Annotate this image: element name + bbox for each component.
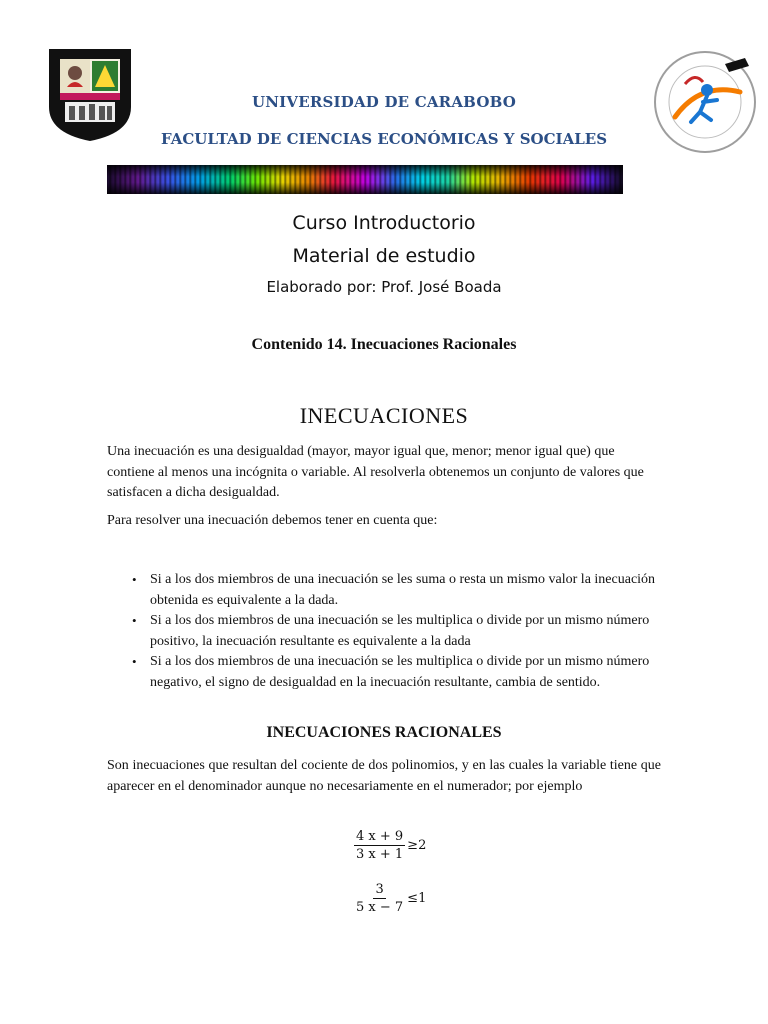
material-title: Material de estudio: [292, 245, 476, 267]
paragraph-intro-rules: Para resolver una inecuación debemos tener en cuenta que:: [107, 513, 438, 528]
fraction-denominator: 5 x − 7: [356, 900, 404, 915]
fraction: [354, 882, 405, 915]
paragraph-rational-definition: Son inecuaciones que resultan del cociente de dos polinomios, y en las cuales la variable tiene que aparecer en el denominador aunque no necesariamente en el numerador; por ejemplo: [107, 758, 661, 794]
author-line: Elaborado por: Prof. José Boada: [266, 278, 502, 296]
list-item: [130, 611, 661, 652]
formula-example-1: [354, 829, 426, 862]
bullet-icon: •: [132, 654, 137, 670]
decorative-banner: [107, 165, 623, 194]
section-title: INECUACIONES: [299, 403, 469, 428]
bullet-icon: •: [132, 572, 137, 587]
inequality-relation: ≥2: [407, 838, 427, 853]
paragraph-definition: Una inecuación es una desigualdad (mayor, mayor igual que, menor; menor igual que) que contiene al menos una incógnita o variable. Al resolverla obtenemos un conjunto de valores que satisfacen a dicha desigualdad.: [107, 444, 644, 501]
formula-example-2: [354, 882, 426, 915]
list-item-text: Si a los dos miembros de una inecuación se les suma o resta un mismo valor la inecuación obtenida es equivalente a la dada.: [150, 572, 656, 608]
subsection-title: INECUACIONES RACIONALES: [266, 724, 502, 741]
list-item: [130, 570, 661, 611]
list-item-text: Si a los dos miembros de una inecuación se les multiplica o divide por un mismo número positivo, la inecuación resultante es equivalente a la dada: [150, 613, 650, 649]
bullet-icon: •: [132, 613, 137, 629]
course-title: Curso Introductorio: [292, 212, 476, 234]
course-introductorio-logo: [645, 42, 768, 166]
list-item-text: Si a los dos miembros de una inecuación se les multiplica o divide por un mismo número negativo, el signo de desigualdad en la inecuación resultante, cambia de sentido.: [150, 654, 650, 690]
fraction: [354, 829, 405, 862]
university-crest-logo: [47, 47, 133, 142]
list-item: [130, 652, 661, 693]
university-name: UNIVERSIDAD DE CARABOBO: [251, 93, 517, 111]
content-title: Contenido 14. Inecuaciones Racionales: [251, 336, 517, 353]
faculty-name: FACULTAD DE CIENCIAS ECONÓMICAS Y SOCIALES: [160, 130, 608, 148]
inequality-relation: ≤1: [407, 891, 427, 906]
rules-list: [130, 570, 661, 694]
fraction-denominator: 3 x + 1: [356, 847, 404, 862]
fraction-numerator: 4 x + 9: [356, 829, 404, 844]
fraction-numerator: 3: [375, 882, 384, 897]
